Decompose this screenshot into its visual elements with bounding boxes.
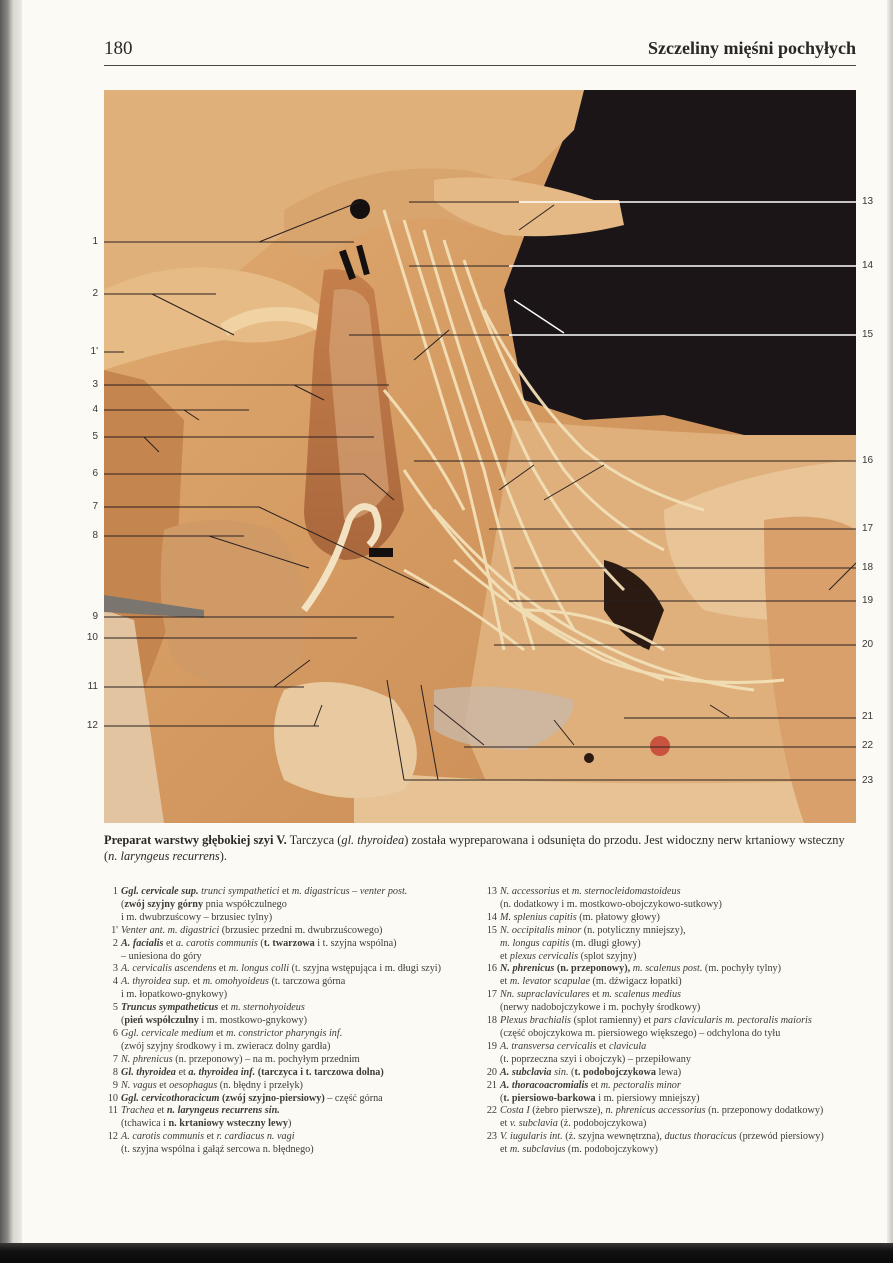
legend-item [104,963,479,976]
figure-caption [104,832,856,864]
figure-label-right: 23 [862,775,874,786]
legend-number: 13 [486,886,497,897]
figure-label-left: 4 [92,404,98,415]
legend-text-run: n. krtaniowy wsteczny lewy [168,1118,288,1130]
legend-text-run: n. laryngeus recurrens sin. [166,1105,280,1117]
legend-text-run: t. piersiowo-barkowa [503,1092,596,1104]
caption-text: ) została wypreparowana i odsunięta do przodu. Jest widoczny nerw krtaniowy wsteczny ( [104,833,845,863]
legend-text-run: Venter ant. m. digastrici [121,924,220,936]
legend-text-run: m. longus capitis [500,937,570,949]
legend-text-run: Ggl. cervicale medium [121,1027,214,1039]
figure-label-left: 8 [92,530,98,541]
legend-text-run: n. phrenicus accessorius [605,1105,706,1117]
legend-line [121,951,479,964]
legend-text-run: trunci sympathetici [201,886,280,897]
legend-text-run: A. facialis [121,937,164,949]
page-edge-right [887,0,893,1263]
legend-line [500,1118,856,1131]
legend-number: 4 [112,976,118,988]
legend-column-right [483,886,856,1157]
legend-line [500,1080,856,1093]
legend-text-run: Costa I [500,1105,530,1117]
legend-text-run: et [213,1027,226,1039]
legend-line [121,1054,479,1067]
figure-label-left: 9 [92,611,98,622]
legend-text-run: N. phrenicus [121,1053,173,1065]
legend-line [500,1144,856,1157]
legend-line [121,886,479,899]
legend-text-run: m. pectoralis minor [600,1079,681,1091]
legend-text-run: m. omohyoideus [202,976,269,988]
legend-line [500,951,856,964]
legend-number: 20 [486,1066,497,1078]
figure-label-right: 21 [862,711,874,722]
legend-text-run: ) [287,1118,292,1130]
legend-line [500,1028,856,1041]
legend-item [483,989,856,1015]
legend-text-run: i m. dwubrzuścowy – brzusiec tylny) [121,911,273,923]
legend-item [483,1041,856,1067]
figure-label-left: 2 [92,288,98,299]
figure-label-right: 20 [862,639,874,650]
caption-latin-term: n. laryngeus recurrens [108,849,220,863]
legend-text-run: sin. [554,1066,569,1078]
legend-item [104,938,479,964]
legend-line [121,1041,479,1054]
legend-line [500,1093,856,1106]
legend-line [121,899,479,912]
legend-number: 22 [486,1105,497,1117]
legend-line [121,1105,479,1118]
legend-text-run: zwój szyjny górny [124,898,204,910]
legend-number: 17 [486,989,497,1001]
legend-text-run: (n. przeponowy dodatkowy) [705,1105,824,1117]
legend-item [483,925,856,964]
running-title: Szczeliny mięśni pochyłych [648,38,856,58]
legend-number: 23 [486,1131,497,1143]
legend-text-run: m. subclavius [509,1144,566,1156]
legend-text-run: et [500,1118,510,1130]
legend-text-run: (zwój szyjno-piersiowy) [222,1092,325,1104]
legend-number: 12 [107,1131,118,1143]
legend-text-run: m. constrictor pharyngis inf. [225,1027,343,1039]
legend-text-run: et [218,1002,231,1014]
legend-text-run: a. thyroidea inf. [188,1066,256,1078]
legend-text-run: (splot szyjny) [578,950,637,962]
legend-line [500,912,856,925]
legend-line [121,1093,479,1106]
legend-number: 18 [486,1015,497,1027]
legend-number: 9 [112,1079,118,1091]
legend-item [104,1067,479,1080]
page-number: 180 [104,38,133,59]
legend-text-run: t. podobojczykowa [574,1066,656,1078]
legend-number: 19 [486,1040,497,1052]
legend-text-run: plexus cervicalis [509,950,579,962]
legend-text-run: (brzusiec przedni m. dwubrzuścowego) [219,924,383,936]
legend-text-run: m. longus colli [228,963,290,975]
caption-title: Preparat warstwy głębokiej szyi V. [104,833,287,847]
legend-line [500,1054,856,1067]
legend-text-run: (t. szyjna wspólna i gałąź sercowa n. błędnego) [121,1144,314,1156]
figure-label-right: 22 [862,740,874,751]
legend-line [121,1028,479,1041]
legend-text-run: (t. szyjna wstępująca i m. długi szyi) [289,963,442,975]
legend-line [500,899,856,912]
legend-text-run: m. digastricus – venter post. [291,886,408,897]
legend-text-run: et [175,1066,189,1078]
legend-number: 3 [112,963,118,975]
legend-text-run: et [204,1131,217,1143]
legend-text-run: (m. długi głowy) [569,937,641,949]
legend-line [121,976,479,989]
legend-text-run: Trachea [121,1105,155,1117]
legend-line [500,1041,856,1054]
legend-line [500,1105,856,1118]
legend-text-run: oesophagus [169,1079,218,1091]
legend-text-run: ( [121,1015,125,1027]
legend-line [500,1067,856,1080]
legend-text-run: ductus thoracicus [664,1131,737,1143]
legend-text-run: ( [500,1092,504,1104]
legend-text-run: lewa) [655,1066,682,1078]
legend-text-run: Ggl. cervicale sup. [121,886,199,897]
figure-label-right: 14 [862,260,874,271]
figure-label-right: 13 [862,196,874,207]
legend-text-run: ( [257,937,264,949]
legend-text-run: A. carotis communis [121,1131,205,1143]
legend-line [121,1002,479,1015]
legend-text-run: (m. dźwigacz łopatki) [589,976,682,988]
legend-text-run: m. scalenus medius [602,989,682,1001]
legend-item [483,1015,856,1041]
legend-text-run: et [279,886,292,897]
legend-line [121,1131,479,1144]
figure-label-right: 16 [862,455,874,466]
legend-line [500,1131,856,1144]
legend-text-run: (część obojczykowa m. piersiowego większego) – odchylona do tyłu [500,1027,781,1039]
caption-text: Tarczyca ( [286,833,342,847]
legend-line [500,976,856,989]
legend-item [104,886,479,925]
legend-number: 15 [486,924,497,936]
legend-text-run: N. occipitalis minor [500,924,582,936]
legend-text-run: m. scalenus post. [632,963,703,975]
legend-number: 7 [112,1053,118,1065]
legend-number: 16 [486,963,497,975]
legend-item [104,1002,479,1028]
legend-number: 5 [112,1002,118,1014]
legend-text-run: N. phrenicus [500,963,555,975]
header-rule [104,65,856,66]
legend-text-run: (n. przeponowy) – na m. pochyłym przednim [172,1053,360,1065]
legend-text-run: a. carotis communis [175,937,258,949]
legend-text-run: et [500,950,510,962]
legend-text-run: et [559,886,572,897]
legend-item [483,1105,856,1131]
legend-number: 11 [108,1105,118,1117]
legend-text-run: ( [568,1066,575,1078]
figure-label-right: 15 [862,329,874,340]
figure-label-left: 5 [92,431,98,442]
legend-text-run: i t. szyjna wspólna) [314,937,397,949]
legend-text-run: et [588,1079,601,1091]
legend-text-run: A. transversa cervicalis [500,1040,597,1052]
legend-text-run: clavicula [608,1040,647,1052]
legend-text-run: et [596,1040,609,1052]
legend-item [104,976,479,1002]
legend-text-run: (n. błędny i przełyk) [217,1079,303,1091]
book-spine-edge [0,0,22,1263]
legend-line [500,925,856,938]
caption-text: ). [219,849,227,863]
figure-label-left: 6 [92,468,98,479]
legend-number: 1' [111,924,118,936]
legend-number: 6 [112,1027,118,1039]
legend-item [104,1105,479,1131]
legend-number: 21 [486,1079,497,1091]
figure-label-right: 19 [862,595,874,606]
caption-latin-term: gl. thyroidea [341,833,405,847]
legend-text-run: Nn. supraclaviculares [500,989,590,1001]
legend-item [483,1067,856,1080]
legend-text-run: r. cardiacus n. vagi [216,1131,295,1143]
legend-item [483,912,856,925]
legend-text-run: N. accessorius [500,886,560,897]
legend-text-run: et [154,1105,167,1117]
legend-line [121,1080,479,1093]
legend-text-run: (tchawica i [121,1118,169,1130]
legend-text-run: (żebro pierwsze), [529,1105,606,1117]
legend-item [104,1054,479,1067]
legend-number: 1 [112,886,118,897]
legend-text-run: (zwój szyjny środkowy i m. zwieracz dolny gardła) [121,1040,331,1052]
figure-label-left: 1 [92,236,98,247]
figure-label-left: 3 [92,379,98,390]
legend-text-run: (m. podobojczykowy) [565,1144,658,1156]
legend-line [121,989,479,1002]
legend-text-run: et [156,1079,170,1091]
legend-text-run: pnia współczulnego [203,898,287,910]
legend-text-run: V. iugularis int. [500,1131,563,1143]
figure-label-left: 11 [87,681,98,692]
legend-line [500,1002,856,1015]
legend-text-run: et [163,937,176,949]
legend-text-run: Plexus brachialis [500,1015,572,1027]
legend-number: 8 [112,1066,118,1078]
legend-text-run: ( [121,898,125,910]
legend-line [500,989,856,1002]
legend-line [500,886,856,899]
legend-number: 10 [107,1092,118,1104]
figure-label-left: 1' [90,346,98,357]
legend-text-run: et [589,989,603,1001]
legend-line [121,963,479,976]
legend-text-run: (ż. podobojczykowa) [557,1118,647,1130]
figure-label-right: 17 [862,523,874,534]
legend-item [483,886,856,912]
legend-line [121,1144,479,1157]
figure-label-left: 10 [86,632,98,643]
legend-text-run: – część górna [324,1092,383,1104]
legend-text-run: et [190,976,203,988]
legend-text-run: A. thoracoacromialis [500,1079,589,1091]
figure-label-left: 12 [86,720,98,731]
legend-text-run: (ż. szyjna wewnętrzna), [562,1131,665,1143]
legend-item [104,1131,479,1157]
legend-text-run: (n. potyliczny mniejszy), [581,924,686,936]
legend-text-run: M. splenius capitis [500,911,577,923]
legend-text-run: i m. łopatkowo-gnykowy) [121,989,228,1001]
legend-item [104,1093,479,1106]
legend-text-run: (t. tarczowa górna [268,976,346,988]
legend-text-run: v. subclavia [509,1118,558,1130]
legend-text-run: (splot ramienny) et [571,1015,654,1027]
legend-text-run: (n. dodatkowy i m. mostkowo-obojczykowo-sutkowy) [500,898,722,910]
legend-text-run: pień współczulny [124,1015,199,1027]
legend-text-run: (przewód piersiowy) [736,1131,824,1143]
page-header [104,38,856,64]
legend-text-run: m. sternohyoideus [230,1002,305,1014]
legend-line [121,912,479,925]
legend-text-run: A. subclavia [500,1066,552,1078]
legend-text-run: et [500,976,510,988]
legend-line [500,938,856,951]
legend-text-run: – uniesiona do góry [121,950,202,962]
legend-number: 2 [112,937,118,949]
legend-text-run: N. vagus [121,1079,157,1091]
legend-line [121,1118,479,1131]
figure-label-right: 18 [862,562,874,573]
legend-text-run: Gl. thyroidea [121,1066,176,1078]
legend-text-run: (tarczyca i t. tarczowa dolna) [257,1066,384,1078]
legend-text-run: (t. poprzeczna szyi i obojczyk) – przepiłowany [500,1053,691,1065]
legend-line [500,1015,856,1028]
legend-line [121,1067,479,1080]
legend-item [483,963,856,989]
legend-line [121,1015,479,1028]
legend-text-run: Truncus sympatheticus [121,1002,219,1014]
legend-text-run: A. thyroidea sup. [121,976,191,988]
legend-item [104,1080,479,1093]
legend-text-run: A. cervicalis ascendens [121,963,217,975]
legend-text-run: i m. piersiowy mniejszy) [595,1092,700,1104]
legend-text-run: et [216,963,229,975]
legend-text-run: (m. płatowy głowy) [576,911,660,923]
legend-item [104,1028,479,1054]
figure-label-left: 7 [92,501,98,512]
legend-text-run: (nerwy nadobojczykowe i m. pochyły środkowy) [500,1002,701,1014]
legend-text-run: (m. pochyły tylny) [702,963,782,975]
legend-text-run: t. twarzowa [263,937,315,949]
anatomy-photograph [104,90,856,823]
legend-item [483,1080,856,1106]
legend-text-run: i m. mostkowo-gnykowy) [198,1015,307,1027]
legend-line [121,938,479,951]
legend-text-run: m. sternocleidomastoideus [571,886,681,897]
legend-text-run: m. levator scapulae [509,976,590,988]
book-edge-bottom [0,1243,893,1263]
legend-number: 14 [486,911,497,923]
legend-item [104,925,479,938]
legend-text-run: et [500,1144,510,1156]
legend-line [121,925,479,938]
legend-line [500,963,856,976]
legend-text-run: (n. przeponowy), [556,963,631,975]
legend-item [483,1131,856,1157]
legend-text-run: pars clavicularis m. pectoralis maioris [653,1015,812,1027]
legend-text-run: Ggl. cervicothoracicum [121,1092,220,1104]
legend-column-left [104,886,479,1157]
